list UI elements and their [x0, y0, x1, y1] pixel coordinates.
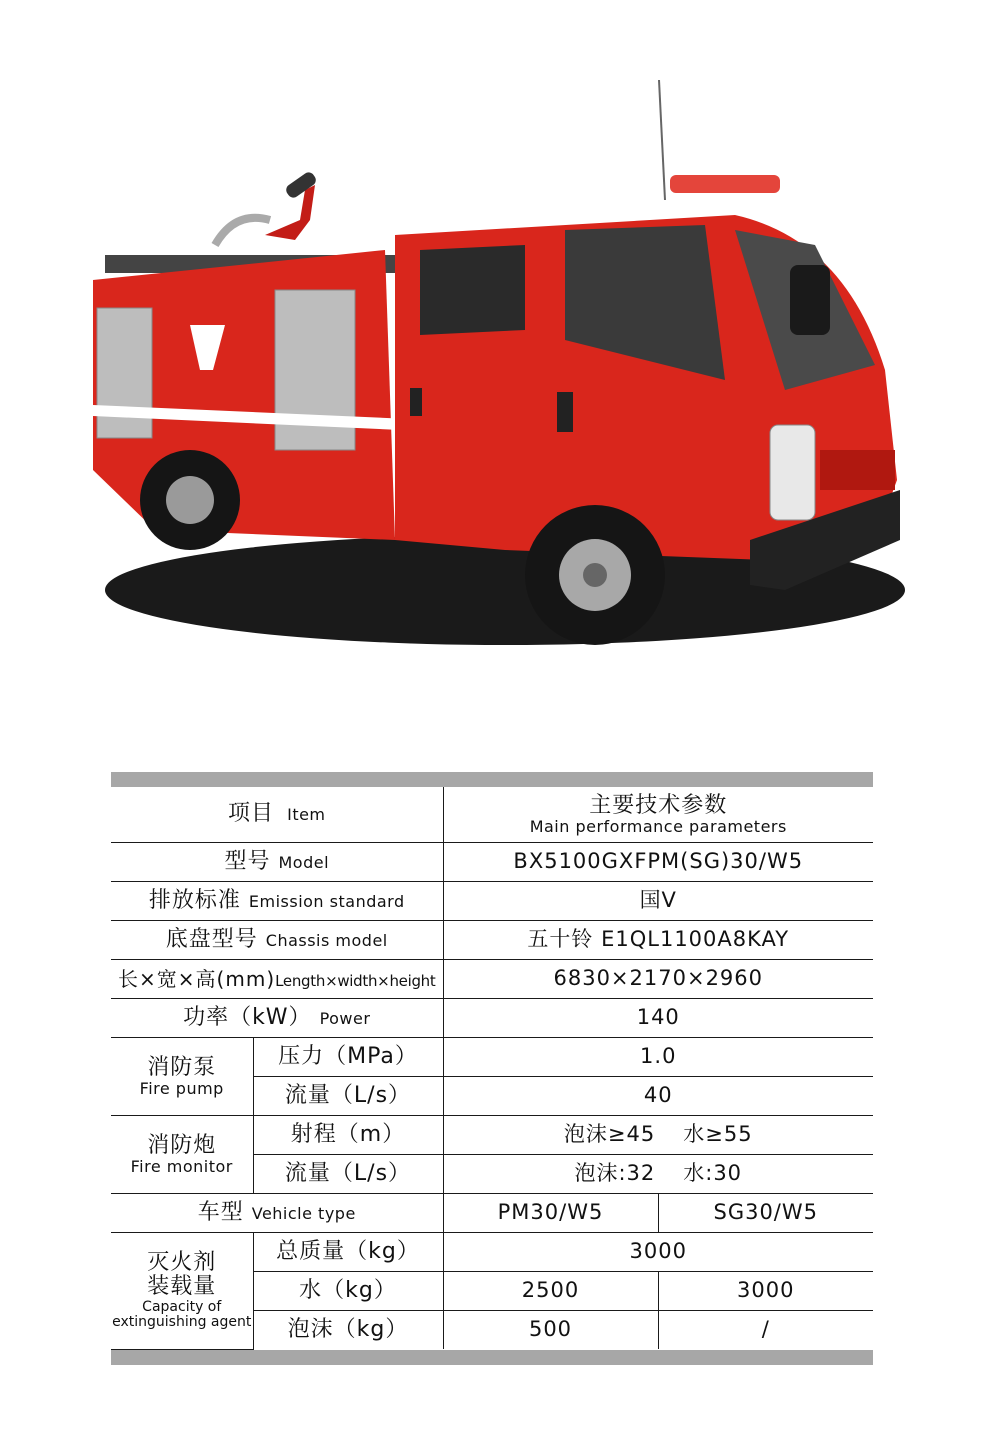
power-label-zh: 功率（kW） — [183, 1004, 312, 1030]
capacity-foam-a: 500 — [528, 1317, 573, 1342]
bottom-bar — [111, 1350, 873, 1365]
pump-flow-label: 流量（L/s） — [284, 1082, 412, 1108]
model-value: BX5100GXFPM(SG)30/W5 — [513, 849, 804, 874]
table-row — [111, 999, 873, 1038]
header-param-zh: 主要技术参数 — [589, 792, 728, 818]
table-row — [111, 1116, 873, 1155]
antenna — [659, 80, 665, 200]
emission-label-zh: 排放标准 — [148, 887, 241, 913]
dimensions-label-zh: 长×宽×高(mm) — [118, 967, 276, 991]
dimensions-value: 6830×2170×2960 — [553, 966, 764, 991]
monitor-label-zh: 消防炮 — [147, 1132, 217, 1158]
chassis-label-zh: 底盘型号 — [165, 926, 258, 952]
capacity-label-en-1: Capacity of — [142, 1298, 222, 1315]
capacity-water-b: 3000 — [737, 1278, 795, 1303]
spec-table — [111, 772, 873, 1365]
vehicle-type-b: SG30/W5 — [713, 1200, 819, 1225]
capacity-total-value: 3000 — [629, 1239, 687, 1264]
capacity-total-label: 总质量（kg） — [276, 1238, 420, 1264]
table-row — [111, 843, 873, 882]
monitor-range-water: 水≥55 — [683, 1122, 753, 1147]
chassis-value: 五十铃 E1QL1100A8KAY — [527, 927, 790, 952]
monitor-range-label: 射程（m） — [290, 1121, 406, 1147]
top-bar — [111, 772, 873, 787]
pump-group-cell — [111, 1038, 253, 1116]
roller-door — [97, 308, 152, 438]
emission-label-en: Emission standard — [248, 891, 405, 911]
side-mirror — [790, 265, 830, 335]
monitor-range-foam: 泡沫≥45 — [563, 1122, 656, 1147]
power-label-en: Power — [319, 1008, 371, 1028]
fire-truck-illustration — [85, 70, 915, 660]
table-row — [111, 1194, 873, 1233]
capacity-foam-label: 泡沫（kg） — [287, 1316, 409, 1342]
header-item-en: Item — [287, 805, 326, 825]
table-row — [111, 921, 873, 960]
vehicle-type-a: PM30/W5 — [497, 1200, 604, 1225]
vehicle-type-label-en: Vehicle type — [251, 1203, 356, 1223]
capacity-foam-b: / — [761, 1317, 770, 1342]
table-row — [111, 882, 873, 921]
pump-label-zh: 消防泵 — [147, 1054, 217, 1080]
monitor-group-cell — [111, 1116, 253, 1194]
parameters-table — [111, 787, 873, 1350]
pump-pressure-value: 1.0 — [640, 1044, 677, 1069]
monitor-flow-label: 流量（L/s） — [284, 1160, 412, 1186]
light-bar — [670, 175, 780, 193]
table-header-row — [111, 787, 873, 843]
capacity-label-zh-2: 装载量 — [147, 1274, 217, 1300]
headlight — [770, 425, 815, 520]
fire-truck-photo — [85, 70, 915, 660]
capacity-group-cell — [111, 1233, 253, 1350]
vehicle-type-label-zh: 车型 — [197, 1199, 244, 1225]
monitor-flow-foam: 泡沫:32 — [574, 1161, 656, 1186]
capacity-label-zh-1: 灭火剂 — [147, 1250, 217, 1276]
monitor-label-en: Fire monitor — [130, 1156, 233, 1176]
table-row — [111, 960, 873, 999]
emission-value: 国V — [639, 888, 677, 913]
header-item-cell — [111, 787, 443, 843]
power-value: 140 — [636, 1005, 680, 1030]
pump-label-en: Fire pump — [139, 1078, 224, 1098]
header-param-en: Main performance parameters — [529, 816, 787, 836]
model-label-en: Model — [278, 852, 330, 872]
capacity-water-a: 2500 — [521, 1278, 580, 1303]
capacity-water-label: 水（kg） — [299, 1277, 397, 1303]
pump-flow-value: 40 — [643, 1083, 673, 1108]
monitor-flow-water: 水:30 — [683, 1161, 743, 1186]
model-label-zh: 型号 — [224, 848, 271, 874]
table-row — [111, 1038, 873, 1077]
pump-pressure-label: 压力（MPa） — [278, 1043, 418, 1069]
chassis-label-en: Chassis model — [265, 930, 388, 950]
dimensions-label-en: Length×width×height — [275, 972, 436, 990]
rear-window — [420, 245, 525, 335]
header-param-cell — [443, 787, 873, 843]
table-row — [111, 1233, 873, 1272]
capacity-label-en-2: extinguishing agent — [112, 1313, 252, 1330]
header-item-zh: 项目 — [227, 801, 274, 827]
